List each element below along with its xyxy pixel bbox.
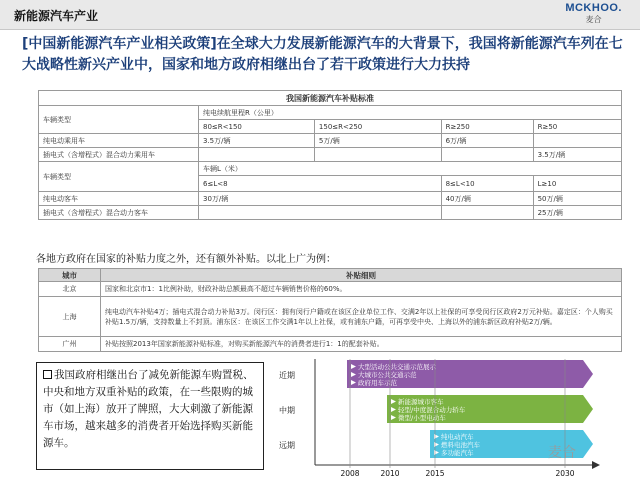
table-header-label: 车辆类型 <box>39 162 199 192</box>
checkbox-bullet-icon <box>43 370 52 379</box>
value-cell: 25万/辆 <box>533 206 621 220</box>
timeline-year-label: 2030 <box>555 469 575 478</box>
table-row <box>39 337 622 352</box>
row-label: 纯电动乘用车 <box>39 134 199 148</box>
timeline-row-label: 近期 <box>279 371 295 380</box>
headline <box>22 34 626 76</box>
value-cell: 3.5万/辆 <box>533 148 621 162</box>
table-header-label: 车辆类型 <box>39 106 199 134</box>
table-row <box>39 192 622 206</box>
timeline-item: 纯电动汽车 <box>441 433 474 441</box>
header-bar <box>0 0 640 30</box>
summary-text: 我国政府相继出台了减免新能源车购置税、中央和地方双重补贴的政策，在一些限购的城市（如上海）放开了牌照，大大刺激了新能源车市场，越来越多的消费者开始选择购买新能源车。 <box>43 369 254 449</box>
range-cell: 8≤L<10 <box>441 176 533 192</box>
watermark: 麦合 <box>548 445 576 461</box>
regional-subsidy-note: 各地方政府在国家的补贴力度之外，还有额外补贴。以北上广为例： <box>36 254 336 265</box>
column-header-city: 城市 <box>39 269 101 282</box>
timeline-item: 大城市公共交通示范 <box>358 371 417 379</box>
subsidy-table-caption: 我国新能源汽车补贴标准 <box>39 91 622 106</box>
detail-cell: 国家和北京市1：1比例补助，财政补助总额最高不超过车辆销售价格的60%。 <box>101 282 622 297</box>
table-row <box>39 282 622 297</box>
page-title: 新能源汽车产业 <box>14 9 99 23</box>
timeline-row-label: 中期 <box>279 406 295 415</box>
value-cell <box>314 148 441 162</box>
city-cell: 广州 <box>39 337 101 352</box>
detail-cell: 补贴按照2013年国家新能源补贴标准，对购买新能源汽车的消费者进行1：1的配套补贴。 <box>101 337 622 352</box>
subsidy-table <box>38 90 622 220</box>
timeline-year-label: 2008 <box>340 469 360 478</box>
value-cell: 5万/辆 <box>314 134 441 148</box>
value-cell <box>441 206 533 220</box>
timeline-item: 轻型/中度混合动力轿车 <box>398 406 466 414</box>
value-cell <box>441 148 533 162</box>
range-cell: 80≤R<150 <box>199 120 315 134</box>
value-cell: 50万/辆 <box>533 192 621 206</box>
row-label: 插电式（含增程式）混合动力乘用车 <box>39 148 199 162</box>
logo-text: MCKHOO. <box>565 2 622 14</box>
row-label: 插电式（含增程式）混合动力客车 <box>39 206 199 220</box>
table-row <box>39 134 622 148</box>
timeline-item: 政府用车示范 <box>358 379 397 387</box>
column-header-detail: 补贴细则 <box>101 269 622 282</box>
range-cell: 6≤L<8 <box>199 176 442 192</box>
value-cell: 30万/辆 <box>199 192 442 206</box>
timeline-item: 新能源城市客车 <box>398 398 444 406</box>
row-label: 纯电动客车 <box>39 192 199 206</box>
value-cell <box>199 206 442 220</box>
timeline-item: 微型/小型电动车 <box>398 414 446 422</box>
logo-subtext: 麦合 <box>585 15 602 24</box>
table-row <box>39 297 622 337</box>
timeline-year-label: 2015 <box>425 469 445 478</box>
detail-cell: 纯电动汽车补贴4万；插电式混合动力补贴3万。闵行区：拥有闵行户籍或在该区企业单位工作、交满2年以上社保的可享受闵行区政府2万元补贴。嘉定区：个人购买补贴1.5万/辆，支持数量上不封顶。浦东区：在该区工作交满1年以上社保，或有浦东户籍，可再享受中央、上海以外的浦东新区政府补贴2万/辆。 <box>101 297 622 337</box>
development-timeline <box>275 355 635 480</box>
headline-text: 在全球大力发展新能源汽车的大背景下，我国将新能源汽车列在七大战略性新兴产业中，国家和地方政府相继出台了若干政策进行大力扶持 <box>22 36 623 73</box>
timeline-item: 大型活动公共交通示范展示 <box>358 363 436 371</box>
city-cell: 北京 <box>39 282 101 297</box>
value-cell <box>199 148 315 162</box>
range-cell: 150≤R<250 <box>314 120 441 134</box>
timeline-arrow-icon <box>592 461 600 469</box>
table-header-range: 纯电续航里程R（公里） <box>199 106 622 120</box>
timeline-item: 燃料电池汽车 <box>441 441 480 449</box>
value-cell <box>533 134 621 148</box>
range-cell: R≥250 <box>441 120 533 134</box>
timeline-item: 多功能汽车 <box>441 449 474 457</box>
table-row <box>39 148 622 162</box>
table-row <box>39 206 622 220</box>
value-cell: 6万/辆 <box>441 134 533 148</box>
timeline-row-label: 远期 <box>279 441 295 450</box>
headline-bracket: [中国新能源汽车产业相关政策] <box>22 36 217 52</box>
range-cell: L≥10 <box>533 176 621 192</box>
table-header-range: 车辆L（米） <box>199 162 622 176</box>
range-cell: R≥50 <box>533 120 621 134</box>
brand-logo <box>565 2 622 25</box>
timeline-year-label: 2010 <box>380 469 400 478</box>
value-cell: 3.5万/辆 <box>199 134 315 148</box>
value-cell: 40万/辆 <box>441 192 533 206</box>
city-cell: 上海 <box>39 297 101 337</box>
city-subsidy-table <box>38 268 622 352</box>
summary-textbox <box>36 362 264 470</box>
